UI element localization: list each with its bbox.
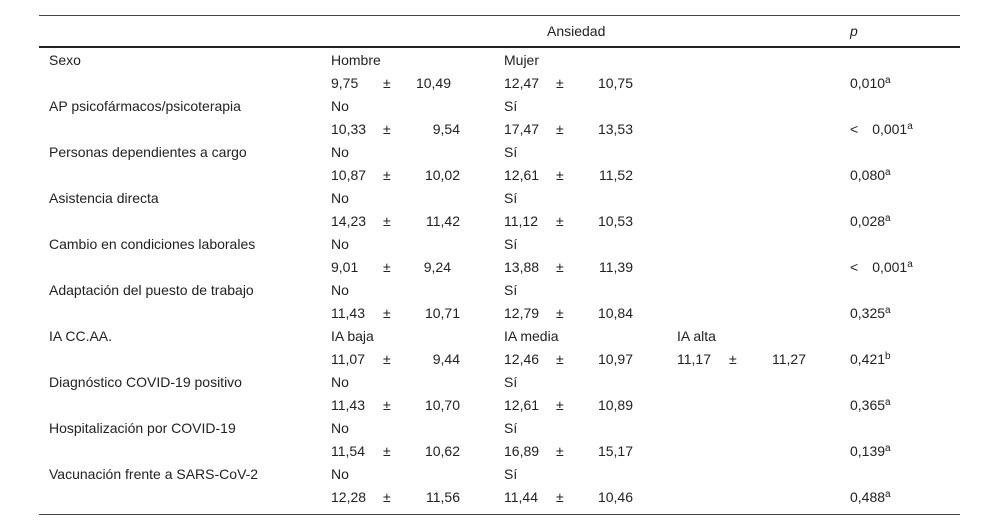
group-mean: 9,01 [331, 259, 359, 275]
plus-minus-symbol: ± [383, 443, 391, 459]
group-sd: 11,52 [599, 167, 633, 183]
group-mean: 11,43 [331, 305, 365, 321]
group-mean: 10,87 [331, 167, 367, 183]
group-mean: 11,07 [331, 351, 365, 367]
plus-minus-symbol: ± [383, 121, 391, 137]
group-name: Sí [504, 236, 518, 252]
plus-minus-symbol: ± [556, 351, 564, 367]
row-label: Hospitalización por COVID-19 [49, 420, 236, 436]
group-mean: 11,12 [504, 213, 538, 229]
group-name: No [331, 282, 349, 298]
group-mean: 12,46 [504, 351, 540, 367]
row-label: Cambio en condiciones laborales [49, 236, 256, 252]
plus-minus-symbol: ± [383, 305, 391, 321]
p-value [850, 74, 891, 92]
less-than-symbol: < [850, 259, 859, 275]
p-value [850, 488, 891, 506]
plus-minus-symbol: ± [383, 259, 391, 275]
group-sd: 9,54 [432, 121, 460, 137]
group-sd: 9,24 [423, 259, 451, 275]
row-label: Adaptación del puesto de trabajo [49, 282, 254, 298]
group-name: No [331, 420, 349, 436]
group-mean: 14,23 [331, 213, 367, 229]
group-name: No [331, 236, 349, 252]
p-value-number: 0,001 [872, 259, 908, 275]
row-label: IA CC.AA. [49, 328, 113, 344]
group-mean: 10,33 [331, 121, 367, 137]
group-mean: 17,47 [504, 121, 540, 137]
p-value [850, 166, 891, 184]
group-mean: 11,44 [504, 489, 538, 505]
plus-minus-symbol: ± [729, 351, 737, 367]
group-name: Sí [504, 190, 518, 206]
group-sd: 10,49 [415, 75, 451, 91]
footnote-marker: b [885, 351, 891, 362]
group-mean: 9,75 [331, 75, 359, 91]
p-value-number: 0,080 [850, 167, 886, 183]
group-sd: 10,71 [424, 305, 460, 321]
group-sd: 10,97 [597, 351, 633, 367]
plus-minus-symbol: ± [383, 397, 391, 413]
plus-minus-symbol: ± [556, 121, 564, 137]
group-mean: 12,79 [504, 305, 540, 321]
footnote-marker: a [885, 489, 891, 500]
group-name: Sí [504, 98, 518, 114]
plus-minus-symbol: ± [556, 397, 564, 413]
p-value-number: 0,488 [850, 489, 886, 505]
group-sd: 10,02 [424, 167, 460, 183]
header-bottom-rule [39, 46, 960, 48]
plus-minus-symbol: ± [556, 75, 564, 91]
group-mean: 12,28 [331, 489, 367, 505]
plus-minus-symbol: ± [556, 213, 564, 229]
row-label: AP psicofármacos/psicoterapia [49, 98, 241, 114]
footnote-marker: a [885, 397, 891, 408]
p-value-number: 0,010 [850, 75, 886, 91]
footnote-marker: a [885, 443, 891, 454]
group-name: IA media [504, 328, 559, 344]
group-name: Sí [504, 466, 518, 482]
footnote-marker: a [885, 305, 891, 316]
group-name: Hombre [331, 52, 381, 68]
group-mean: 11,17 [677, 351, 711, 367]
footnote-marker: a [885, 167, 891, 178]
group-sd: 10,75 [597, 75, 633, 91]
p-value-number: 0,028 [850, 213, 886, 229]
group-name: Sí [504, 374, 518, 390]
group-name: No [331, 98, 349, 114]
p-value [850, 212, 891, 230]
group-sd: 10,46 [597, 489, 633, 505]
row-label: Diagnóstico COVID-19 positivo [49, 374, 242, 390]
group-sd: 10,62 [424, 443, 460, 459]
p-value-number: 0,421 [850, 351, 886, 367]
plus-minus-symbol: ± [383, 75, 391, 91]
plus-minus-symbol: ± [556, 259, 564, 275]
group-name: Mujer [504, 52, 540, 68]
group-mean: 12,61 [504, 167, 540, 183]
footnote-marker: a [907, 259, 913, 270]
group-mean: 12,47 [504, 75, 540, 91]
group-mean: 11,43 [331, 397, 365, 413]
group-name: No [331, 466, 349, 482]
group-name: No [331, 374, 349, 390]
row-label: Personas dependientes a cargo [49, 144, 247, 160]
p-value-number: 0,325 [850, 305, 886, 321]
column-header-anxiety: Ansiedad [547, 23, 606, 39]
p-value [850, 120, 913, 138]
plus-minus-symbol: ± [383, 351, 391, 367]
group-name: IA alta [677, 328, 716, 344]
plus-minus-symbol: ± [556, 489, 564, 505]
p-value-number: 0,365 [850, 397, 886, 413]
group-name: Sí [504, 282, 518, 298]
p-value [850, 396, 891, 414]
group-sd: 11,56 [426, 489, 460, 505]
group-sd: 10,53 [597, 213, 633, 229]
group-name: No [331, 190, 349, 206]
group-mean: 16,89 [504, 443, 540, 459]
plus-minus-symbol: ± [383, 167, 391, 183]
group-sd: 11,39 [599, 259, 633, 275]
table-top-rule [39, 15, 960, 16]
group-sd: 10,89 [597, 397, 633, 413]
footnote-marker: a [885, 213, 891, 224]
group-sd: 9,44 [432, 351, 460, 367]
p-value [850, 304, 891, 322]
plus-minus-symbol: ± [556, 167, 564, 183]
group-sd: 11,42 [426, 213, 460, 229]
p-value [850, 442, 891, 460]
plus-minus-symbol: ± [556, 443, 564, 459]
group-mean: 13,88 [504, 259, 540, 275]
row-label: Asistencia directa [49, 190, 159, 206]
plus-minus-symbol: ± [383, 489, 391, 505]
group-sd: 10,70 [424, 397, 460, 413]
group-sd: 13,53 [597, 121, 633, 137]
less-than-symbol: < [850, 121, 859, 137]
p-value-number: 0,001 [872, 121, 908, 137]
group-name: Sí [504, 144, 518, 160]
group-name: IA baja [331, 328, 374, 344]
table-bottom-rule [39, 514, 960, 515]
plus-minus-symbol: ± [383, 213, 391, 229]
group-name: No [331, 144, 349, 160]
group-sd: 11,27 [772, 351, 806, 367]
plus-minus-symbol: ± [556, 305, 564, 321]
footnote-marker: a [885, 75, 891, 86]
group-sd: 10,84 [597, 305, 633, 321]
row-label: Sexo [49, 52, 81, 68]
column-header-p: p [850, 23, 858, 39]
p-value-number: 0,139 [850, 443, 886, 459]
group-mean: 11,54 [331, 443, 365, 459]
p-value [850, 258, 913, 276]
p-value [850, 350, 891, 368]
group-name: Sí [504, 420, 518, 436]
group-sd: 15,17 [597, 443, 633, 459]
row-label: Vacunación frente a SARS-CoV-2 [49, 466, 259, 482]
group-mean: 12,61 [504, 397, 540, 413]
footnote-marker: a [907, 121, 913, 132]
